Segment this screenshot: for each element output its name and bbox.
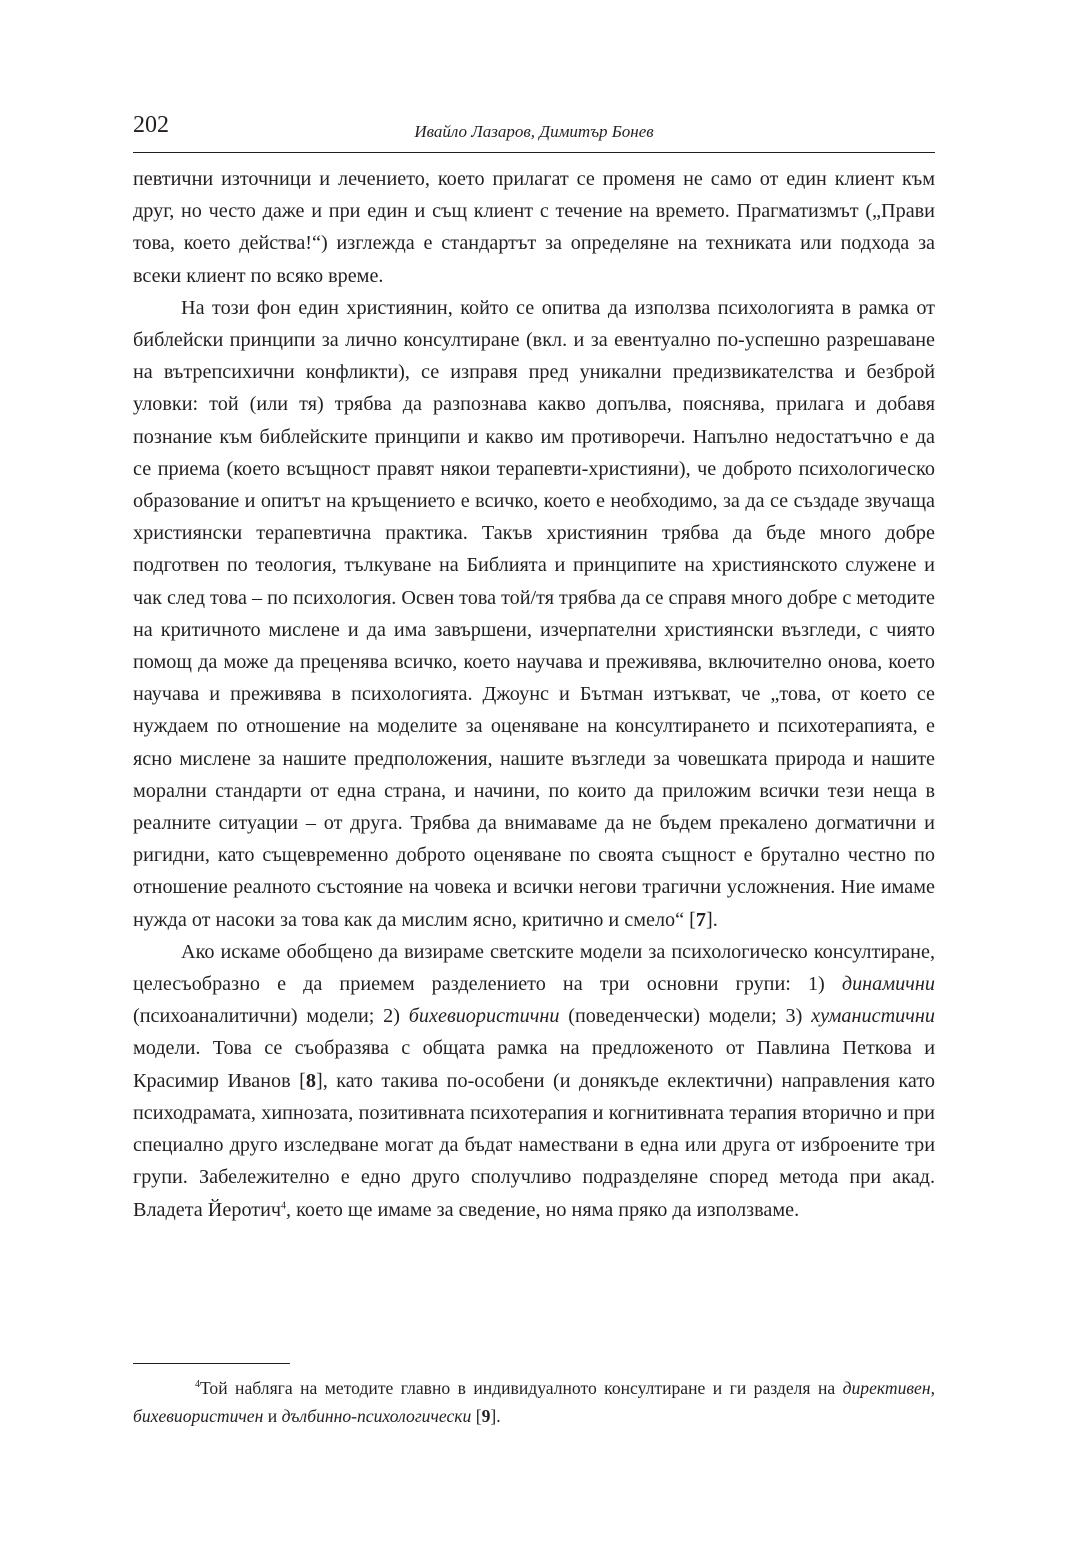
paragraph-text: , което ще имаме за сведение, но няма пряко да използваме.: [286, 1198, 800, 1221]
footnote-segment: Той набляга на методите главно в индивидуалното консултиране и ги разделя на: [200, 1378, 843, 1398]
paragraph-text: ], като такива по-особени (и донякъде еклектични) направления като психодрамата, хипнозата, позитивната психотерапия и когнитивната терапия вторично и при специално друго изследване могат да бъдат намествани в една или друга от изброените три групи. Забележително е едно друго сполучливо подразделяне според метода при акад. Владета Йеротич: [133, 1069, 935, 1221]
footnote-marker: 4: [281, 1199, 287, 1211]
footnote-segment: и: [263, 1406, 282, 1426]
paragraph-3: [133, 936, 935, 1226]
paragraph-text: Ако искаме обобщено да визираме светските модели за психологическо консултиране, целесъобразно е да приемем разделението на три основни групи: 1): [133, 940, 935, 996]
footnote-segment: [: [471, 1406, 482, 1426]
paragraph-1: [133, 163, 935, 292]
page: [133, 112, 935, 1426]
paragraph-text: модели. Това се съобразява с общата рамка на предложеното от Павлина Петкова и Красимир Иванов [: [133, 1037, 935, 1092]
body-text: [133, 163, 935, 1226]
paragraph-text: На този фон един християнин, който се опитва да използва психологията в рамка от библейски принципи за лично консултиране (вкл. и за евентуално по-успешно разрешаване на вътрепсихични конфликти), се изправя пред уникални предизвикателства и безброй уловки: той (или тя) трябва да разпознава какво допълва, пояснява, прилага и добавя познание към библейските принципи и какво им противоречи. Напълно недостатъчно е да се приема (което всъщност правят някои терапевти-християни), че доброто психологическо образование и опитът на кръщението е всичко, което е необходимо, за да се създаде звучаща християнски терапевтична практика. Такъв християнин трябва да бъде много добре подготвен по теология, тълкуване на Библията и принципите на християнското служене и чак след това – по психология. Освен това той/тя трябва да се справя много добре с методите на критичното мислене и да има завършени, изчерпателни християнски възгледи, с чиято помощ да може да преценява всичко, което научава и преживява, включително онова, което научава и преживява в психологията. Джоунс и Бътман изтъкват, че „това, от което се нуждаем по отношение на моделите за оценяване на консултирането и психотерапията, е ясно мислене за нашите предположения, нашите възгледи за човешката природа и нашите морални стандарти от една страна, и начини, по които да приложим всички тези неща в реалните ситуации – от друга. Трябва да внимаваме да не бъдем прекалено догматични и ригидни, като същевременно доброто оценяване по своята същност е брутално честно по отношение реалното състояние на човека и всички негови трагични усложнения. Ние имаме нужда от насоки за това как да мислим ясно, критично и смело“ [: [133, 296, 935, 931]
paragraph-text: певтични източници и лечението, което прилагат се променя не само от един клиент към друг, но често даже и при един и същ клиент с течение на времето. Прагматизмът („Прави това, което действа!“) изглежда е стандартът за определяне на техниката или подхода за всеки клиент по всяко време.: [133, 168, 935, 287]
italic-term: бихевиористичен: [133, 1406, 264, 1426]
paragraph-text: (поведенчески) модели; 3): [559, 1005, 812, 1028]
footnote-segment: ,: [930, 1378, 935, 1398]
page-number: 202: [133, 112, 169, 138]
footnote-divider: [133, 1363, 290, 1364]
italic-term: директивен: [842, 1378, 931, 1398]
paragraph-text: (психоаналитични) модели; 2): [133, 1005, 409, 1028]
footnote-number: 4: [195, 1379, 200, 1391]
citation-ref: 8: [305, 1069, 316, 1092]
footnote-text: [133, 1374, 935, 1430]
italic-term: динамични: [841, 973, 935, 996]
page-header: [133, 112, 935, 153]
italic-term: бихевиористични: [408, 1005, 560, 1028]
running-title: Ивайло Лазаров, Димитър Бонев: [414, 122, 654, 141]
italic-term: хуманистични: [811, 1005, 935, 1028]
footnote: [133, 1374, 935, 1430]
citation-ref: 9: [481, 1406, 491, 1426]
italic-term: дълбинно-психологически: [281, 1406, 472, 1426]
footnote-segment: ].: [490, 1406, 501, 1426]
paragraph-2: [133, 292, 935, 936]
citation-ref: 7: [695, 908, 706, 931]
paragraph-text: ].: [705, 908, 718, 931]
